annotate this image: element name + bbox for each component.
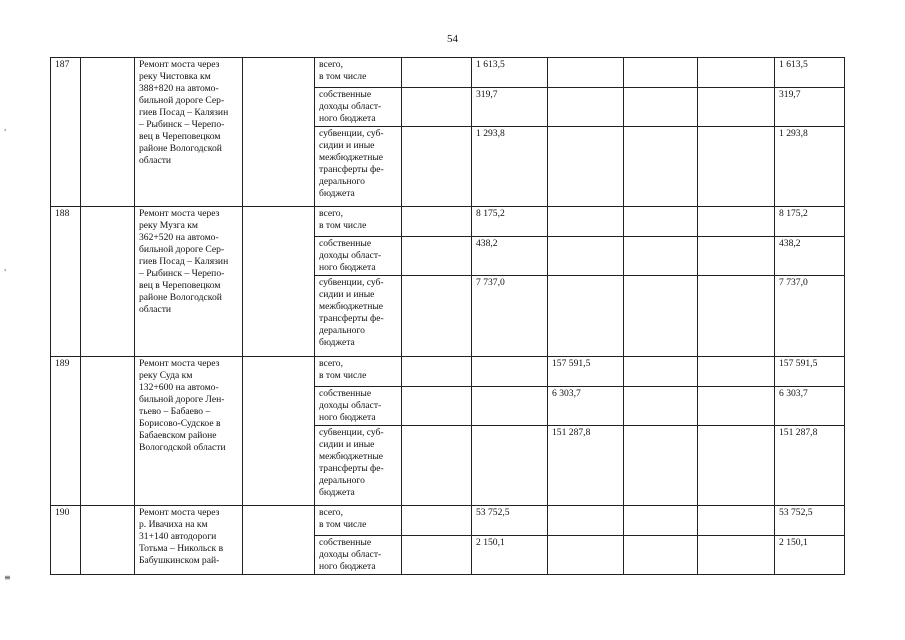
funding-source-line: ного бюджета bbox=[319, 561, 376, 572]
amount-col-a: 7 737,0 bbox=[472, 276, 548, 357]
funding-source-line: собственные bbox=[319, 238, 372, 249]
amount-total: 7 737,0 bbox=[775, 276, 845, 357]
budget-table bbox=[50, 57, 845, 575]
funding-source bbox=[315, 88, 402, 127]
empty-cell bbox=[402, 426, 472, 506]
amount-col-c bbox=[624, 58, 698, 88]
row-number: 190 bbox=[51, 506, 81, 575]
funding-source-line: трансферты фе- bbox=[319, 313, 384, 324]
funding-source bbox=[315, 357, 402, 387]
project-name-line: 388+820 на автомо- bbox=[139, 83, 219, 94]
amount-col-a: 438,2 bbox=[472, 237, 548, 276]
project-name-line: Бабушкинском рай- bbox=[139, 555, 220, 566]
amount-col-b bbox=[548, 506, 624, 536]
project-name-line: реку Чистовка км bbox=[139, 71, 211, 82]
empty-cell bbox=[402, 88, 472, 127]
project-name-line: бильной дороге Сер- bbox=[139, 95, 225, 106]
scan-mark: ' bbox=[4, 128, 7, 137]
funding-source-line: межбюджетные bbox=[319, 301, 384, 312]
amount-col-c bbox=[624, 276, 698, 357]
funding-source-line: в том числе bbox=[319, 220, 367, 231]
funding-source-line: дерального bbox=[319, 325, 365, 336]
amount-total: 438,2 bbox=[775, 237, 845, 276]
empty-cell bbox=[698, 237, 775, 276]
amount-col-b: 6 303,7 bbox=[548, 387, 624, 426]
project-name-line: р. Ивачиха на км bbox=[139, 519, 208, 530]
table-row bbox=[51, 506, 845, 536]
empty-cell bbox=[81, 506, 135, 575]
project-name-line: области bbox=[139, 155, 172, 166]
amount-col-b bbox=[548, 88, 624, 127]
empty-cell bbox=[402, 387, 472, 426]
page-number: 54 bbox=[447, 33, 458, 45]
funding-source bbox=[315, 127, 402, 207]
empty-cell bbox=[81, 58, 135, 207]
project-name-line: 31+140 автодороги bbox=[139, 531, 217, 542]
funding-source-line: межбюджетные bbox=[319, 152, 384, 163]
amount-col-b bbox=[548, 536, 624, 575]
project-name bbox=[135, 506, 243, 575]
empty-cell bbox=[698, 88, 775, 127]
project-name-line: области bbox=[139, 304, 172, 315]
table-row bbox=[51, 58, 845, 88]
table-row bbox=[51, 357, 845, 387]
empty-cell bbox=[81, 357, 135, 506]
amount-total: 6 303,7 bbox=[775, 387, 845, 426]
amount-col-b: 151 287,8 bbox=[548, 426, 624, 506]
funding-source-line: всего, bbox=[319, 507, 343, 518]
funding-source bbox=[315, 237, 402, 276]
amount-total: 319,7 bbox=[775, 88, 845, 127]
empty-cell bbox=[243, 58, 315, 207]
empty-cell bbox=[402, 237, 472, 276]
funding-source-line: доходы област- bbox=[319, 549, 382, 560]
empty-cell bbox=[698, 127, 775, 207]
project-name-line: бильной дороге Лен- bbox=[139, 394, 225, 405]
funding-source-line: субвенции, суб- bbox=[319, 128, 384, 139]
funding-source-line: доходы област- bbox=[319, 400, 382, 411]
empty-cell bbox=[243, 357, 315, 506]
empty-cell bbox=[698, 536, 775, 575]
table-row bbox=[51, 207, 845, 237]
empty-cell bbox=[402, 536, 472, 575]
project-name-line: вец в Череповецком bbox=[139, 280, 221, 291]
funding-source-line: в том числе bbox=[319, 519, 367, 530]
amount-col-a: 8 175,2 bbox=[472, 207, 548, 237]
amount-total: 151 287,8 bbox=[775, 426, 845, 506]
funding-source bbox=[315, 506, 402, 536]
funding-source-line: всего, bbox=[319, 358, 343, 369]
funding-source-line: ного бюджета bbox=[319, 412, 376, 423]
project-name-line: Ремонт моста через bbox=[139, 507, 220, 518]
amount-col-c bbox=[624, 127, 698, 207]
row-number: 187 bbox=[51, 58, 81, 207]
project-name-line: реку Музга км bbox=[139, 220, 198, 231]
amount-col-b bbox=[548, 207, 624, 237]
project-name-line: 362+520 на автомо- bbox=[139, 232, 219, 243]
amount-total: 53 752,5 bbox=[775, 506, 845, 536]
project-name bbox=[135, 207, 243, 357]
project-name bbox=[135, 357, 243, 506]
amount-total: 1 613,5 bbox=[775, 58, 845, 88]
funding-source-line: ного бюджета bbox=[319, 262, 376, 273]
empty-cell bbox=[243, 207, 315, 357]
amount-col-b bbox=[548, 237, 624, 276]
funding-source-line: дерального bbox=[319, 475, 365, 486]
empty-cell bbox=[402, 127, 472, 207]
amount-col-b bbox=[548, 276, 624, 357]
amount-col-a bbox=[472, 387, 548, 426]
amount-col-b: 157 591,5 bbox=[548, 357, 624, 387]
funding-source-line: собственные bbox=[319, 388, 372, 399]
funding-source bbox=[315, 387, 402, 426]
project-name-line: Ремонт моста через bbox=[139, 358, 220, 369]
amount-total: 157 591,5 bbox=[775, 357, 845, 387]
amount-col-a: 319,7 bbox=[472, 88, 548, 127]
project-name-line: гиев Посад – Калязин bbox=[139, 107, 229, 118]
funding-source bbox=[315, 426, 402, 506]
funding-source-line: субвенции, суб- bbox=[319, 277, 384, 288]
amount-col-c bbox=[624, 426, 698, 506]
project-name-line: Ремонт моста через bbox=[139, 208, 220, 219]
amount-col-c bbox=[624, 506, 698, 536]
funding-source-line: ного бюджета bbox=[319, 113, 376, 124]
funding-source-line: всего, bbox=[319, 208, 343, 219]
funding-source-line: в том числе bbox=[319, 71, 367, 82]
project-name-line: тьево – Бабаево – bbox=[139, 406, 211, 417]
empty-cell bbox=[698, 357, 775, 387]
funding-source-line: дерального bbox=[319, 176, 365, 187]
project-name bbox=[135, 58, 243, 207]
funding-source bbox=[315, 276, 402, 357]
amount-total: 8 175,2 bbox=[775, 207, 845, 237]
amount-col-c bbox=[624, 207, 698, 237]
empty-cell bbox=[402, 506, 472, 536]
amount-col-a bbox=[472, 426, 548, 506]
funding-source-line: в том числе bbox=[319, 370, 367, 381]
funding-source bbox=[315, 536, 402, 575]
amount-total: 2 150,1 bbox=[775, 536, 845, 575]
project-name-line: – Рыбинск – Черепо- bbox=[139, 268, 225, 279]
empty-cell bbox=[402, 58, 472, 88]
project-name-line: гиев Посад – Калязин bbox=[139, 256, 229, 267]
empty-cell bbox=[698, 506, 775, 536]
amount-col-a bbox=[472, 357, 548, 387]
funding-source-line: сидии и иные bbox=[319, 289, 375, 300]
empty-cell bbox=[402, 357, 472, 387]
project-name-line: бильной дороге Сер- bbox=[139, 244, 225, 255]
funding-source bbox=[315, 207, 402, 237]
row-number: 188 bbox=[51, 207, 81, 357]
empty-cell bbox=[402, 207, 472, 237]
empty-cell bbox=[402, 276, 472, 357]
funding-source-line: сидии и иные bbox=[319, 439, 375, 450]
amount-col-b bbox=[548, 127, 624, 207]
funding-source-line: трансферты фе- bbox=[319, 463, 384, 474]
funding-source-line: субвенции, суб- bbox=[319, 427, 384, 438]
empty-cell bbox=[698, 207, 775, 237]
amount-col-c bbox=[624, 536, 698, 575]
scan-mark: ≡ bbox=[4, 573, 11, 582]
amount-col-a: 1 613,5 bbox=[472, 58, 548, 88]
table-body bbox=[51, 58, 845, 575]
funding-source-line: бюджета bbox=[319, 337, 355, 348]
amount-col-a: 1 293,8 bbox=[472, 127, 548, 207]
project-name-line: 132+600 на автомо- bbox=[139, 382, 219, 393]
project-name-line: – Рыбинск – Черепо- bbox=[139, 119, 225, 130]
project-name-line: Ремонт моста через bbox=[139, 59, 220, 70]
funding-source bbox=[315, 58, 402, 88]
empty-cell bbox=[698, 276, 775, 357]
funding-source-line: доходы област- bbox=[319, 101, 382, 112]
project-name-line: Тотьма – Никольск в bbox=[139, 543, 224, 554]
project-name-line: вец в Череповецком bbox=[139, 131, 221, 142]
empty-cell bbox=[698, 387, 775, 426]
funding-source-line: доходы област- bbox=[319, 250, 382, 261]
amount-col-c bbox=[624, 387, 698, 426]
funding-source-line: бюджета bbox=[319, 487, 355, 498]
empty-cell bbox=[698, 58, 775, 88]
project-name-line: районе Вологодской bbox=[139, 292, 222, 303]
empty-cell bbox=[698, 426, 775, 506]
funding-source-line: межбюджетные bbox=[319, 451, 384, 462]
empty-cell bbox=[81, 207, 135, 357]
amount-total: 1 293,8 bbox=[775, 127, 845, 207]
project-name-line: районе Вологодской bbox=[139, 143, 222, 154]
funding-source-line: всего, bbox=[319, 59, 343, 70]
project-name-line: Борисово-Судское в bbox=[139, 418, 221, 429]
empty-cell bbox=[243, 506, 315, 575]
funding-source-line: собственные bbox=[319, 537, 372, 548]
amount-col-c bbox=[624, 357, 698, 387]
project-name-line: реку Суда км bbox=[139, 370, 193, 381]
amount-col-a: 53 752,5 bbox=[472, 506, 548, 536]
amount-col-b bbox=[548, 58, 624, 88]
amount-col-c bbox=[624, 88, 698, 127]
amount-col-c bbox=[624, 237, 698, 276]
funding-source-line: сидии и иные bbox=[319, 140, 375, 151]
funding-source-line: бюджета bbox=[319, 188, 355, 199]
funding-source-line: трансферты фе- bbox=[319, 164, 384, 175]
project-name-line: Вологодской области bbox=[139, 442, 226, 453]
funding-source-line: собственные bbox=[319, 89, 372, 100]
amount-col-a: 2 150,1 bbox=[472, 536, 548, 575]
project-name-line: Бабаевском районе bbox=[139, 430, 217, 441]
row-number: 189 bbox=[51, 357, 81, 506]
scan-mark: ' bbox=[4, 268, 7, 277]
